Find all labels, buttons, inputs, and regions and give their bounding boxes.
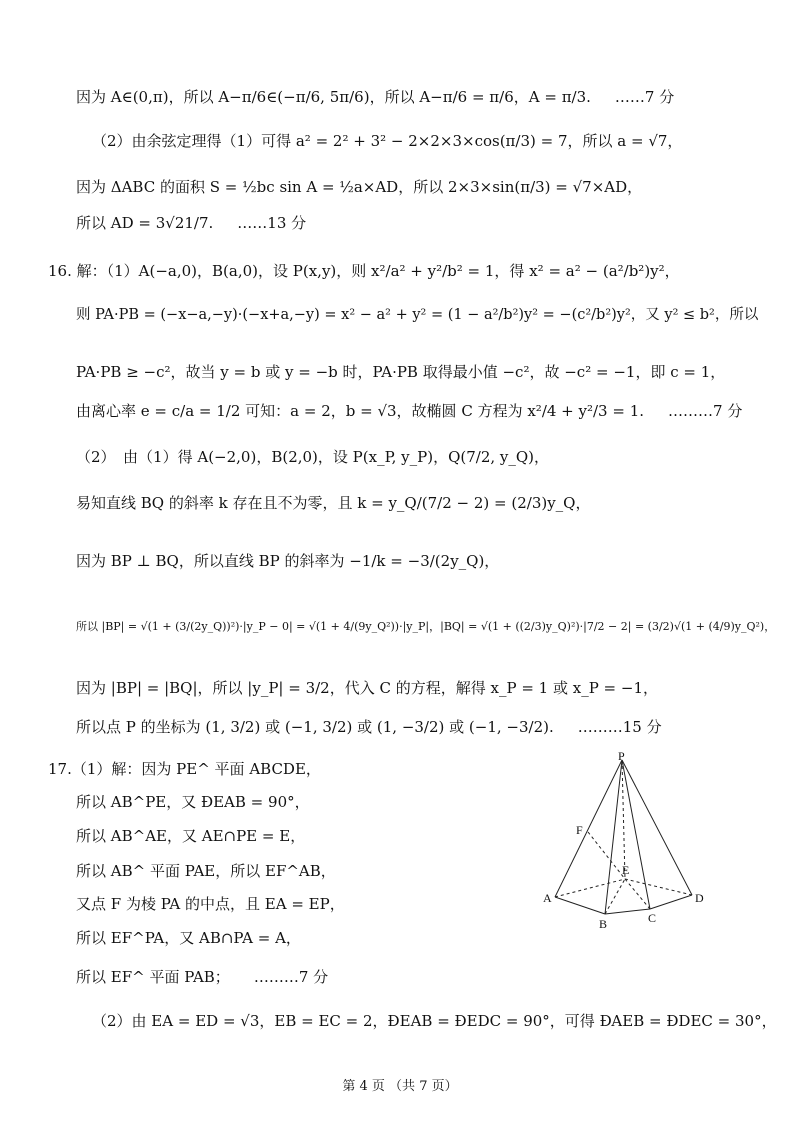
text-line	[76, 214, 306, 232]
line-text: 所以点 P 的坐标为 (1, 3/2) 或 (−1, 3/2) 或 (1, −3/2) 或 (−1, −3/2).	[76, 718, 554, 736]
line-text: 所以 AB^PE，又 ÐEAB = 90°，	[76, 793, 310, 811]
text-line	[76, 494, 590, 512]
line-text: 所以 EF^ 平面 PAB；	[76, 968, 230, 986]
line-text: 所以 |BP| = √(1 + (3/(2y_Q))²)·|y_P − 0| = √(1 + 4/(9y_Q²))·|y_P|，|BQ| = √(1 + ((2/3)y_Q)²)·|7/2 − 2| = (3/2)√(1 + (4/9)y_Q²)，	[76, 620, 776, 633]
text-line	[76, 620, 775, 633]
text-line	[76, 448, 549, 466]
label-a: A	[543, 891, 552, 905]
label-b: B	[599, 917, 608, 931]
score-mark: ………15 分	[577, 718, 662, 736]
text-line	[92, 132, 682, 150]
line-text: （2）由余弦定理得（1）可得 a² = 2² + 3² − 2×2×3×cos(π/3) = 7，所以 a = √7，	[92, 132, 683, 150]
line-text: 因为 |BP| = |BQ|，所以 |y_P| = 3/2，代入 C 的方程，解得 x_P = 1 或 x_P = −1，	[76, 679, 658, 697]
score-mark: ………7 分	[668, 402, 743, 420]
edge-pd	[622, 760, 692, 895]
line-text: （2） 由（1）得 A(−2,0)，B(2,0)，设 P(x_P, y_P)，Q(7/2, y_Q)，	[76, 448, 550, 466]
edge-ce	[625, 879, 650, 909]
text-line	[76, 862, 336, 880]
text-line	[76, 307, 758, 324]
edge-fe	[588, 832, 625, 879]
line-text: 则 PA·PB = (−x−a,−y)·(−x+a,−y) = x² − a² + y² = (1 − a²/b²)y² = −(c²/b²)y²，又 y² ≤ b²，所以	[76, 307, 759, 323]
line-text: 由离心率 e = c/a = 1/2 可知：a = 2，b = √3，故椭圆 C 方程为 x²/4 + y²/3 = 1.	[76, 402, 645, 420]
text-line	[76, 895, 345, 913]
label-f: F	[576, 823, 583, 837]
line-text: 所以 AB^AE，又 AE∩PE = E，	[76, 827, 306, 845]
line-text: 所以 EF^PA，又 AB∩PA = A，	[76, 929, 301, 947]
score-mark: ……13 分	[237, 214, 307, 232]
line-text: 16. 解：（1）A(−a,0)，B(a,0)，设 P(x,y)，则 x²/a² + y²/b² = 1，得 x² = a² − (a²/b²)y²，	[48, 262, 680, 280]
text-line	[76, 402, 742, 420]
text-line	[76, 968, 328, 986]
text-line	[48, 262, 680, 280]
line-text: 因为 A∈(0,π)，所以 A−π/6∈(−π/6, 5π/6)，所以 A−π/6 = π/6，A = π/3.	[76, 88, 591, 106]
text-line	[76, 827, 305, 845]
line-text: PA·PB ≥ −c²，故当 y = b 或 y = −b 时，PA·PB 取得最小值 −c²，故 −c² = −1，即 c = 1，	[76, 363, 726, 381]
edge-ae	[555, 879, 625, 897]
edge-pe	[622, 760, 625, 879]
label-d: D	[695, 891, 704, 905]
line-text: 易知直线 BQ 的斜率 k 存在且不为零，且 k = y_Q/(7/2 − 2) = (2/3)y_Q，	[76, 494, 591, 512]
text-line	[76, 552, 499, 570]
text-line	[76, 178, 642, 196]
text-line	[48, 760, 321, 778]
line-text: 因为 BP ⊥ BQ，所以直线 BP 的斜率为 −1/k = −3/(2y_Q)，	[76, 552, 500, 570]
line-text: 17.（1）解：因为 PE^ 平面 ABCDE，	[48, 760, 321, 778]
score-mark: ………7 分	[253, 968, 329, 986]
edge-bc	[605, 909, 650, 914]
text-line	[76, 793, 310, 811]
edge-pb	[605, 760, 622, 914]
line-text: 所以 AB^ 平面 PAE，所以 EF^AB，	[76, 862, 336, 880]
edge-de	[625, 879, 692, 895]
line-text: 所以 AD = 3√21/7.	[76, 214, 214, 232]
edge-pa	[555, 760, 622, 897]
line-text: （2）由 EA = ED = √3，EB = EC = 2，ÐEAB = ÐEDC = 90°，可得 ÐAEB = ÐDEC = 30°，	[92, 1012, 777, 1030]
label-e: E	[622, 863, 630, 877]
page-footer: 第 4 页 （共 7 页）	[342, 1079, 458, 1094]
text-line	[76, 679, 658, 697]
text-line	[92, 1012, 777, 1030]
edge-ab	[555, 897, 605, 914]
text-line	[76, 718, 662, 736]
text-line	[76, 363, 725, 381]
edge-pc	[622, 760, 650, 909]
text-line	[76, 88, 674, 106]
line-text: 因为 ΔABC 的面积 S = ½bc sin A = ½a×AD，所以 2×3×sin(π/3) = √7×AD，	[76, 178, 643, 196]
text-line	[76, 929, 301, 947]
score-mark: ……7 分	[614, 88, 675, 106]
line-text: 又点 F 为棱 PA 的中点，且 EA = EP，	[76, 895, 345, 913]
edge-cd	[650, 895, 692, 909]
label-c: C	[648, 911, 657, 925]
label-p: P	[618, 752, 625, 763]
pyramid-diagram	[540, 752, 720, 938]
